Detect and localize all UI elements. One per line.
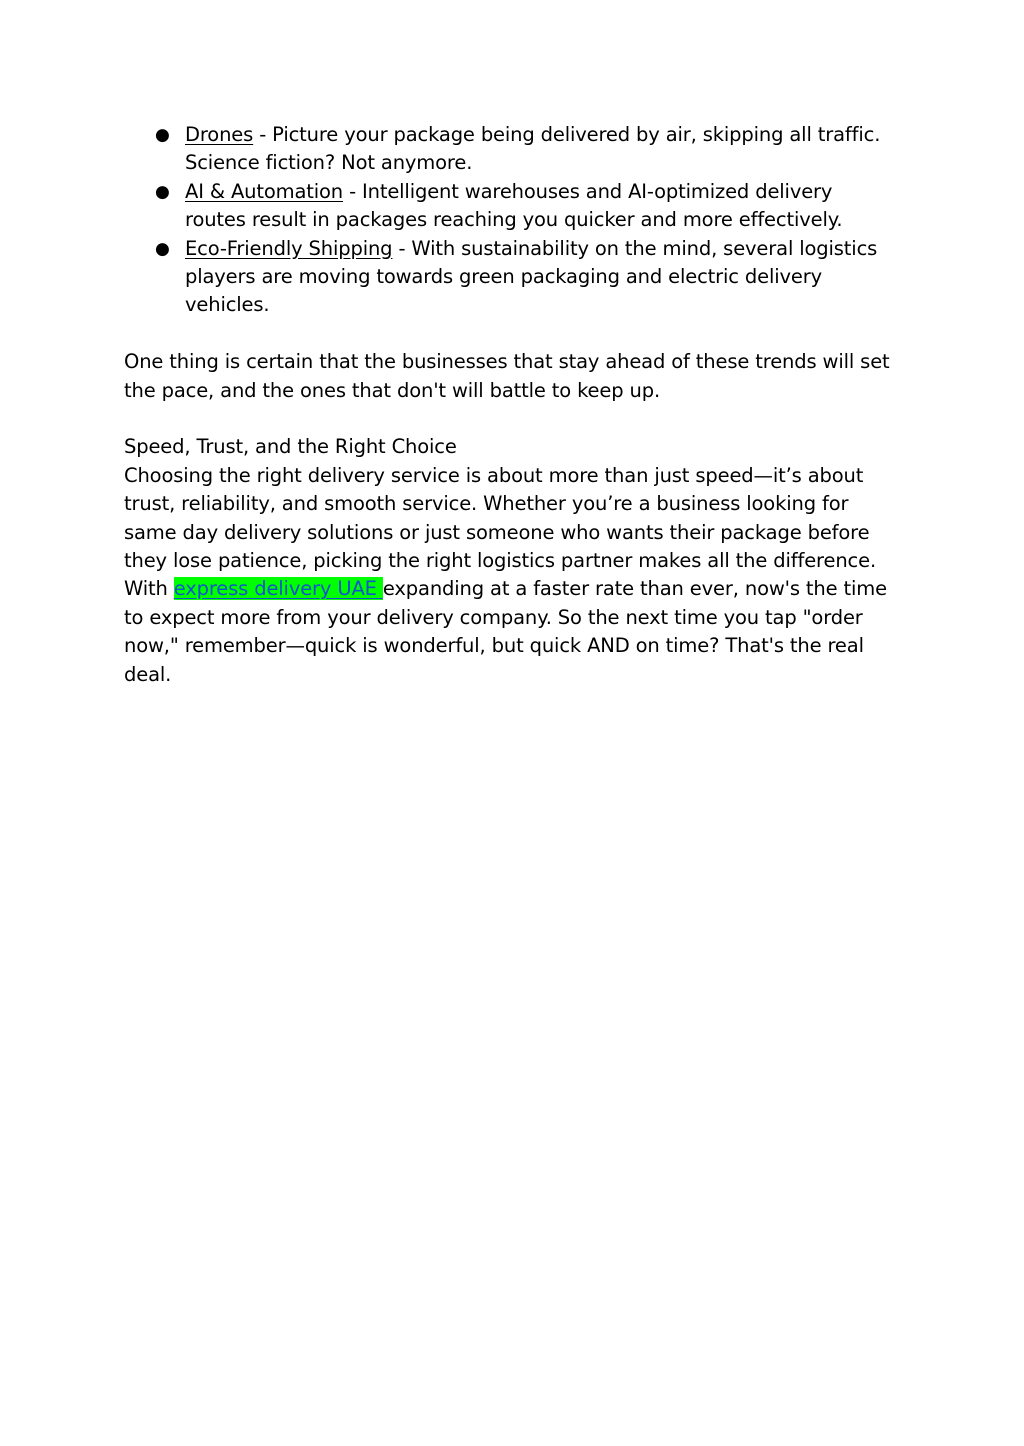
final-paragraph-text-before-link: Choosing the right delivery service is about more than just speed—it’s about trust, reliability, and smooth service. Whether you’re a business looking for same day delivery solutions or just someone who wants their package before they lose patience, picking the right logistics partner makes all the difference. With	[124, 463, 877, 601]
paragraph-spacer	[124, 320, 894, 348]
bullet-icon: ●	[155, 125, 170, 145]
trend-bullet-list	[124, 121, 894, 320]
list-item-text: - With sustainability on the mind, several logistics players are moving towards green packaging and electric delivery vehicles.	[185, 236, 878, 317]
final-paragraph-text-after-link: expanding at a faster rate than ever, now's the time to expect more from your delivery company. So the next time you tap "order now," remember—quick is wonderful, but quick AND on time? That's the real deal.	[124, 577, 887, 686]
list-item-term: Eco-Friendly Shipping	[185, 236, 393, 260]
bullet-icon: ●	[155, 181, 170, 202]
list-item	[124, 121, 894, 178]
list-item	[124, 178, 894, 235]
list-item-term: AI & Automation	[185, 179, 344, 203]
bullet-icon: ●	[155, 238, 170, 259]
list-item-text: - Intelligent warehouses and AI-optimized delivery routes result in packages reaching you quicker and more effectively.	[185, 179, 843, 232]
section-heading: Speed, Trust, and the Right Choice	[124, 435, 457, 459]
paragraph-spacer	[124, 405, 894, 433]
document-body	[124, 121, 894, 689]
final-paragraph	[124, 462, 894, 689]
express-delivery-uae-link[interactable]: express delivery UAE	[173, 577, 383, 601]
trends-paragraph: One thing is certain that the businesses that stay ahead of these trends will set the pace, and the ones that don't will battle to keep up.	[124, 350, 890, 402]
list-item-term: Drones	[185, 123, 254, 146]
list-item	[124, 235, 894, 320]
list-item-text: - Picture your package being delivered by air, skipping all traffic. Science fiction? Not anymore.	[185, 123, 881, 175]
